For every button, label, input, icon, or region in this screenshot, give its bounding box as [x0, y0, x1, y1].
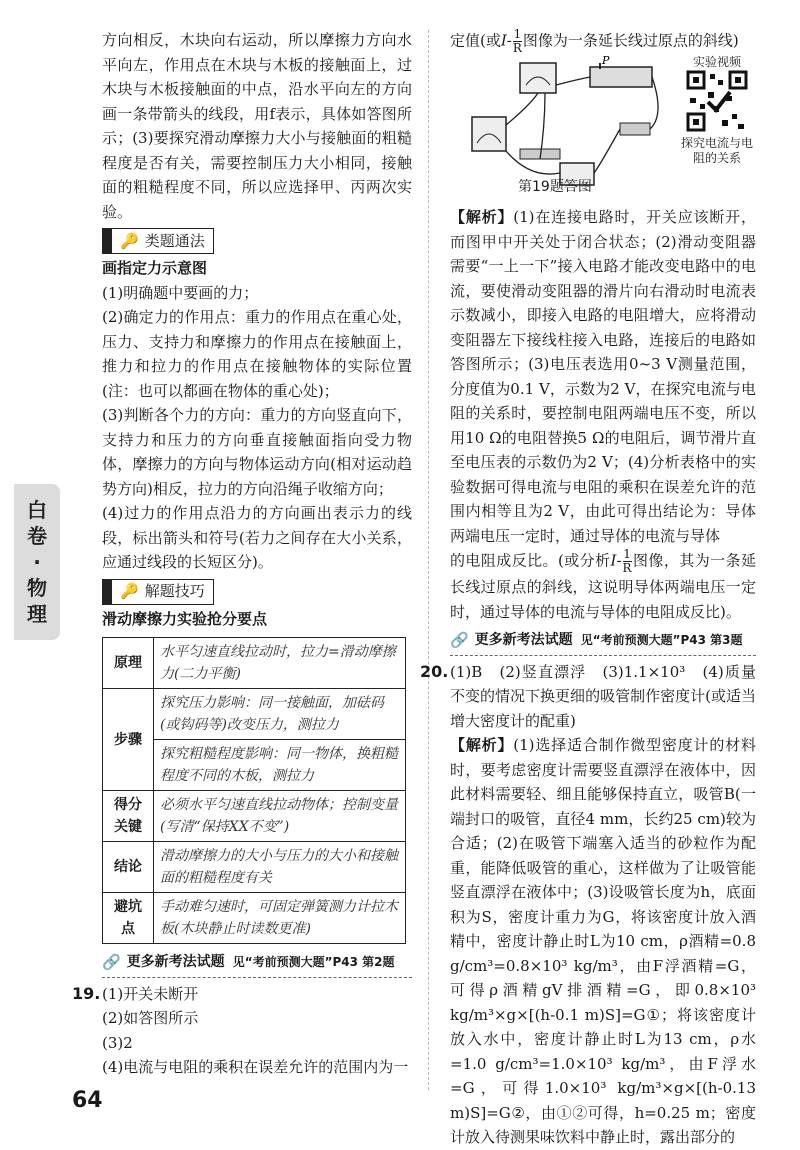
q19-analysis	[450, 205, 756, 548]
formula-var: I-	[500, 31, 512, 50]
text-part: 图像为一条延长线过原点的斜线)	[522, 31, 739, 50]
method-step: (3)判断各个力的方向：重力的方向竖直向下，支持力和压力的方向垂直接触面指向受力物体，摩擦力的方向与物体运动方向(相对运动趋势方向)相反，拉力的方向沿绳子收缩方向；	[102, 406, 412, 498]
row-key: 避坑点	[103, 893, 154, 944]
skill-tag-label: 解题技巧	[144, 582, 205, 601]
qr-code-icon	[686, 70, 748, 132]
analysis-text: (1)选择适合制作微型密度计的材料时，要考虑密度计需要竖直漂浮在液体中，因此材料需要轻、细且能够保持直立，吸管B(一端封口的吸管，直径4 mm，长约25 cm)较为合适；(2)在吸管下端塞入适当的砂粒作为配重，能降低吸管的重心，这样做为了让吸管能竖直漂浮在液体中；(3)设吸管长度为h，底面积为S，密度计重力为G，将该密度计放入酒精中，密度计静止时L为10 cm，ρ酒精=0.8 g/cm³=0.8×10³ kg/m³，由F浮酒精=G，可得ρ酒精gV排酒精=G，即0.8×10³ kg/m³×g×[(h-0.1 m)S]=G①；将该密度计放入水中，密度计静止时L为13 cm，ρ水=1.0 g/cm³=1.0×10³ kg/m³，由F浮水=G，可得1.0×10³ kg/m³×g×[(h-0.13 m)S]=G②，由①②可得，h=0.25 m；密度计放入待测果味饮料中静止时，露出部分的	[450, 736, 756, 1146]
row-value: 手动难匀速时，可固定弹簧测力计拉木板(木块静止时读数更准)	[154, 893, 406, 944]
right-column	[420, 27, 756, 1150]
table-row	[103, 791, 406, 842]
analysis-text: 的电阻成反比。(或分析	[450, 551, 611, 570]
circuit-figure	[450, 55, 756, 205]
page-number: 64	[72, 1088, 103, 1113]
analysis-text: (1)在连接电路时，开关应该断开，而图甲中开关处于闭合状态；(2)滑动变阻器需要“一上一下”接入电路才能改变电路中的电流，要使滑动变阻器的滑片向右滑动时电流表示数减小，即接入电路的电阻增大，应将滑动变阻器左下接线柱接入电路，连接后的电路如答图所示；(3)电压表选用0~3 V测量范围，分度值为0.1 V，示数为2 V，在探究电流与电阻的关系时，要控制电阻两端电压不变，所以用10 Ω的电阻替换5 Ω的电阻后，调节滑片直至电压表的示数仍为2 V；(4)分析表格中的实验数据可得电流与电阻的乘积在误差允许的范围内相等且为2 V，由此可得出结论为：导体两端电压一定时，通过导体的电流与导体	[450, 208, 756, 545]
qr-caption: 探究电流与电阻的关系	[680, 136, 753, 165]
table-row	[103, 893, 406, 944]
q19-continuation	[450, 28, 756, 55]
q20-block	[420, 660, 756, 1150]
frac-bottom: R	[512, 41, 522, 55]
analysis-label: 【解析】	[450, 736, 514, 754]
side-tab-char: 卷	[27, 524, 47, 548]
more-ref: 见“考前预测大题”P43 第3题	[580, 633, 743, 647]
qr-title: 实验视频	[692, 55, 741, 69]
row-value: 必须水平匀速直线拉动物体；控制变量(写清“保持XX不变”)	[154, 791, 406, 842]
key-icon: 🔑	[120, 582, 139, 601]
method-step: (4)过力的作用点沿力的方向画出表示力的线段，标出箭头和符号(若力之间存在大小关系，应通过线段的长短区分)。	[102, 504, 412, 571]
subject-side-tab	[14, 484, 60, 640]
qr-block[interactable]	[678, 55, 756, 166]
column-divider	[428, 30, 429, 1090]
formula-fraction	[623, 548, 632, 575]
frac-bottom: R	[622, 561, 632, 575]
q19-block	[72, 982, 412, 1080]
row-value: 探究粗糙程度影响：同一物体，换粗糙程度不同的木板，测拉力	[154, 740, 406, 791]
skill-tag	[102, 579, 214, 605]
row-key: 步骤	[103, 689, 154, 791]
text-part: 定值(或	[450, 31, 501, 50]
link-icon: 🔗	[102, 953, 121, 971]
row-value: 滑动摩擦力的大小与压力的大小和接触面的粗糙程度有关	[154, 842, 406, 893]
side-tab-char: 物	[27, 576, 47, 600]
side-tab-char: 理	[27, 602, 47, 626]
method-tag-label: 类题通法	[144, 231, 205, 250]
friction-key-points-table	[102, 637, 406, 944]
analysis-text: 图像，其为一条延长线过原点的斜线，这说明导体两端电压一定时，通过导体的电流与导体的电阻成反比)。	[450, 551, 756, 621]
question-number: 19.	[72, 983, 101, 1003]
more-questions-link[interactable]	[102, 950, 412, 978]
more-questions-link[interactable]	[450, 628, 756, 656]
analysis-label: 【解析】	[450, 208, 514, 226]
formula-fraction	[513, 28, 522, 55]
method-step: (1)明确题中要画的力；	[102, 283, 259, 302]
frac-top: 1	[513, 27, 522, 41]
method-tag	[102, 228, 214, 254]
slider-label: P	[602, 55, 610, 67]
side-tab-char: 白	[27, 498, 47, 522]
frac-top: 1	[623, 547, 631, 561]
row-key: 原理	[103, 638, 154, 689]
side-tab-char: ·	[33, 550, 41, 574]
row-key: 得分关键	[103, 791, 154, 842]
formula-var: I-	[610, 551, 622, 570]
rheostat-icon	[590, 67, 652, 87]
table-row	[103, 842, 406, 893]
table-row	[103, 689, 406, 740]
q19-answer: (2)如答图所示	[102, 1009, 199, 1027]
row-key: 结论	[103, 842, 154, 893]
table-row	[103, 638, 406, 689]
method-step: (2)确定力的作用点：重力的作用点在重心处，压力、支持力和摩擦力的作用点在接触面上，推力和拉力的作用点在接触物体的实际位置(注：也可以都画在物体的重心处)；	[102, 308, 412, 400]
switch-icon	[620, 123, 650, 135]
left-column	[72, 28, 412, 1080]
q19-answer: (3)2	[102, 1033, 133, 1052]
q20-analysis	[450, 733, 756, 1150]
more-title: 更多新考法试题	[474, 632, 573, 648]
link-icon: 🔗	[450, 631, 469, 649]
more-title: 更多新考法试题	[126, 954, 225, 970]
more-ref: 见“考前预测大题”P43 第2题	[232, 955, 395, 969]
row-value: 水平匀速直线拉动时，拉力=滑动摩擦力(二力平衡)	[154, 638, 406, 689]
q19-answer: (4)电流与电阻的乘积在误差允许的范围内为一	[102, 1058, 409, 1076]
question-number: 20.	[420, 661, 449, 681]
q19-answer: (1)开关未断开	[102, 984, 199, 1003]
q20-answer: (1)B (2)竖直漂浮 (3)1.1×10³ (4)质量不变的情况下换更细的吸管制作密度计(或适当增大密度计的配重)	[450, 662, 756, 730]
voltmeter-icon	[520, 63, 556, 93]
method-subtitle: 画指定力示意图	[102, 259, 208, 277]
key-icon: 🔑	[120, 231, 139, 250]
q19-analysis-cont	[450, 548, 756, 624]
figure-caption: 第19题答图	[518, 179, 592, 195]
skill-subtitle: 滑动摩擦力实验抢分要点	[102, 609, 268, 628]
q18-answer-continuation: 方向相反，木块向右运动，所以摩擦力方向水平向左，作用点在木块与木板的接触面上，过木块与木板接触面的中点，沿水平向左的方向画一条带箭头的线段，用f表示，具体如答图所示；(3)要探究滑动摩擦力大小与接触面的粗糙程度是否有关，需要控制压力大小相同，接触面的粗糙程度不同，所以应选择甲、丙两次实验。	[102, 31, 412, 221]
row-value: 探究压力影响：同一接触面，加砝码(或钩码等)改变压力，测拉力	[154, 689, 406, 740]
